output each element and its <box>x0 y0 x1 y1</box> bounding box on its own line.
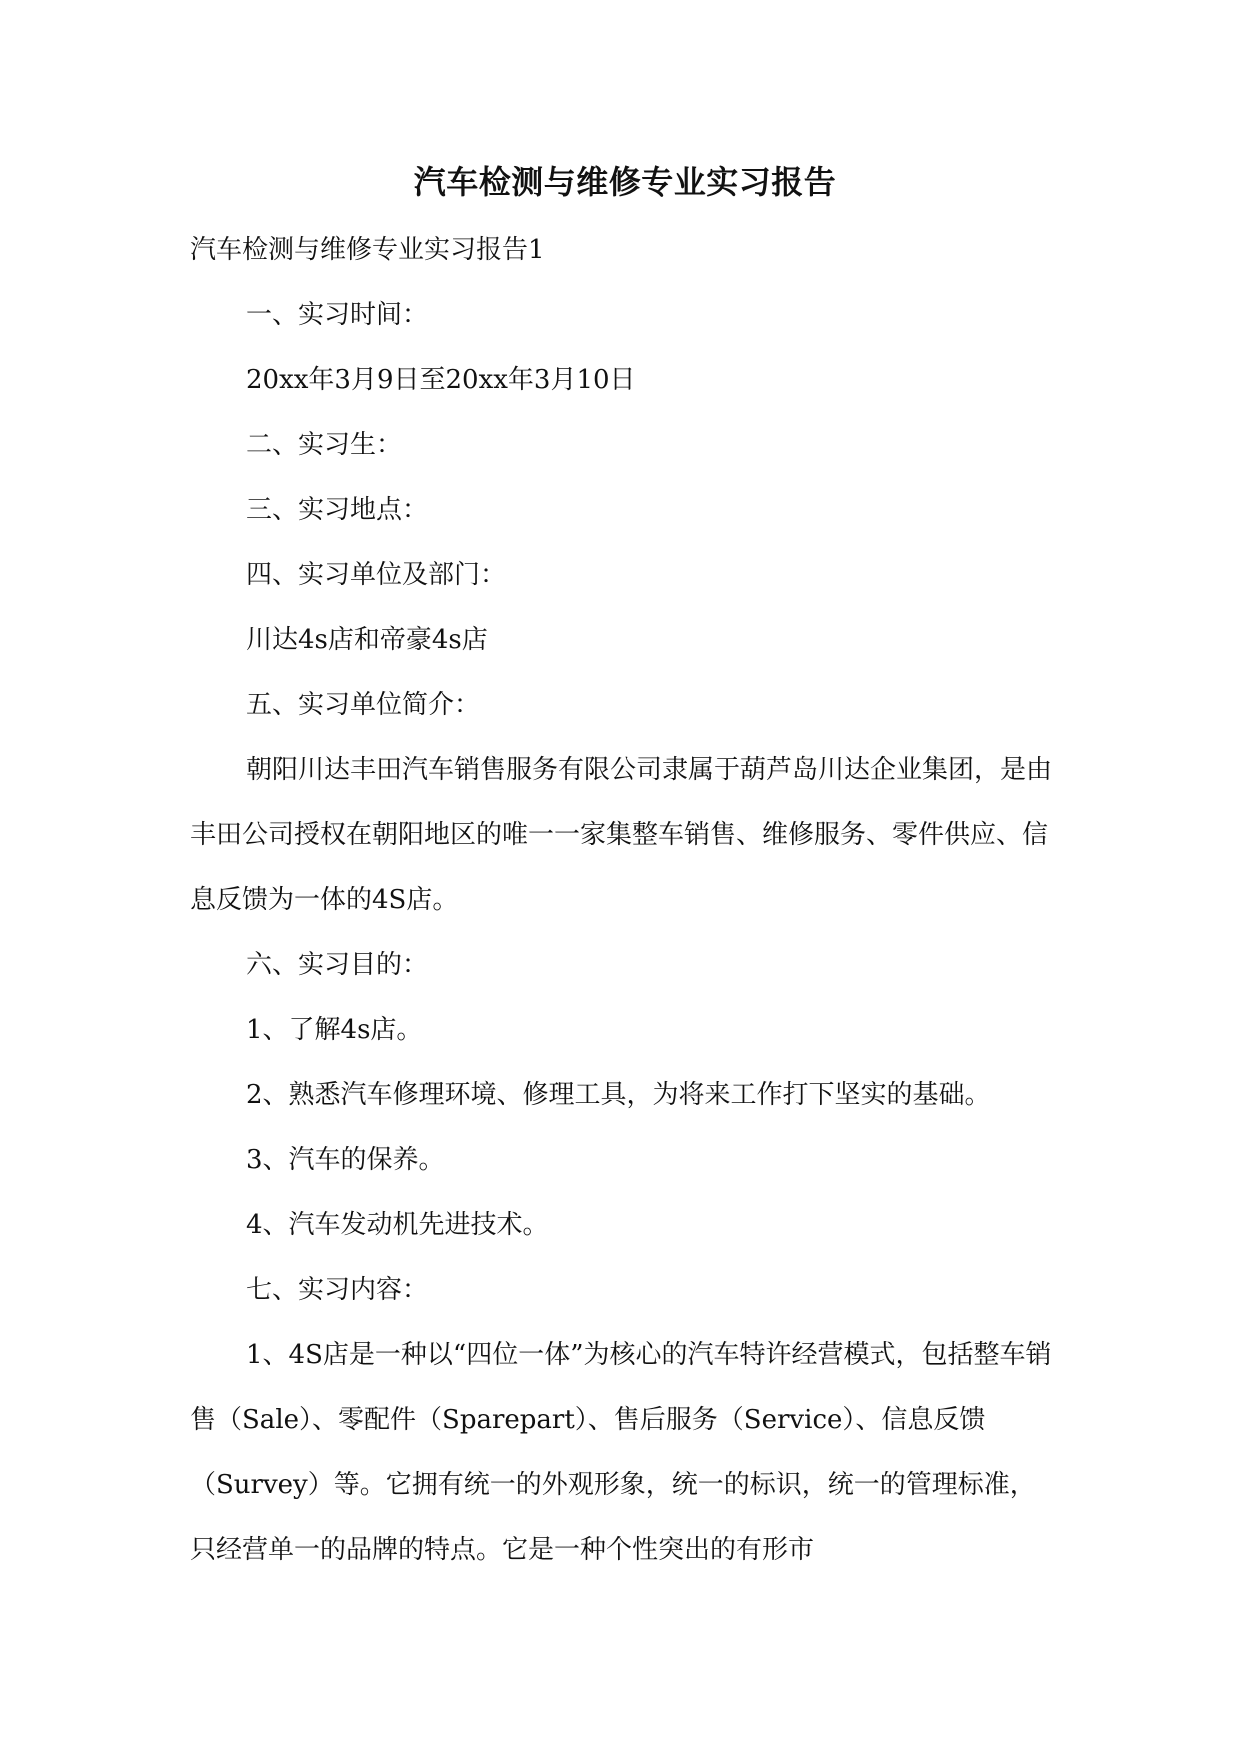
section-heading-purpose: 六、实习目的： <box>246 950 429 980</box>
report-subtitle: 汽车检测与维修专业实习报告1 <box>190 235 545 265</box>
unit-introduction-paragraph: 朝阳川达丰田汽车销售服务有限公司隶属于葫芦岛川达企业集团，是由丰田公司授权在朝阳地区的唯一一家集整车销售、维修服务、零件供应、信息反馈为一体的4S店。 <box>190 755 1053 915</box>
purpose-item-1: 1、了解4s店。 <box>246 1015 423 1045</box>
document-title: 汽车检测与维修专业实习报告 <box>413 163 837 201</box>
section-heading-unit-department: 四、实习单位及部门： <box>246 560 507 590</box>
internship-date-range: 20xx年3月9日至20xx年3月10日 <box>246 365 636 395</box>
section-heading-unit-intro: 五、实习单位简介： <box>246 690 481 720</box>
content-paragraph-1: 1、4S店是一种以“四位一体”为核心的汽车特许经营模式，包括整车销售（Sale）、零配件（Sparepart）、售后服务（Service）、信息反馈（Survey）等。它拥有统一的外观形象，统一的标识，统一的管理标准，只经营单一的品牌的特点。它是一种个性突出的有形市 <box>190 1340 1052 1565</box>
purpose-item-4: 4、汽车发动机先进技术。 <box>246 1210 549 1240</box>
section-heading-internship-time: 一、实习时间： <box>246 300 429 330</box>
purpose-item-3: 3、汽车的保养。 <box>246 1145 445 1175</box>
section-heading-content: 七、实习内容： <box>246 1275 429 1305</box>
section-heading-location: 三、实习地点： <box>246 495 429 525</box>
document-body <box>190 160 1060 1583</box>
purpose-item-2: 2、熟悉汽车修理环境、修理工具，为将来工作打下坚实的基础。 <box>246 1080 991 1110</box>
unit-names: 川达4s店和帝豪4s店 <box>246 625 488 655</box>
section-heading-intern: 二、实习生： <box>246 430 403 460</box>
